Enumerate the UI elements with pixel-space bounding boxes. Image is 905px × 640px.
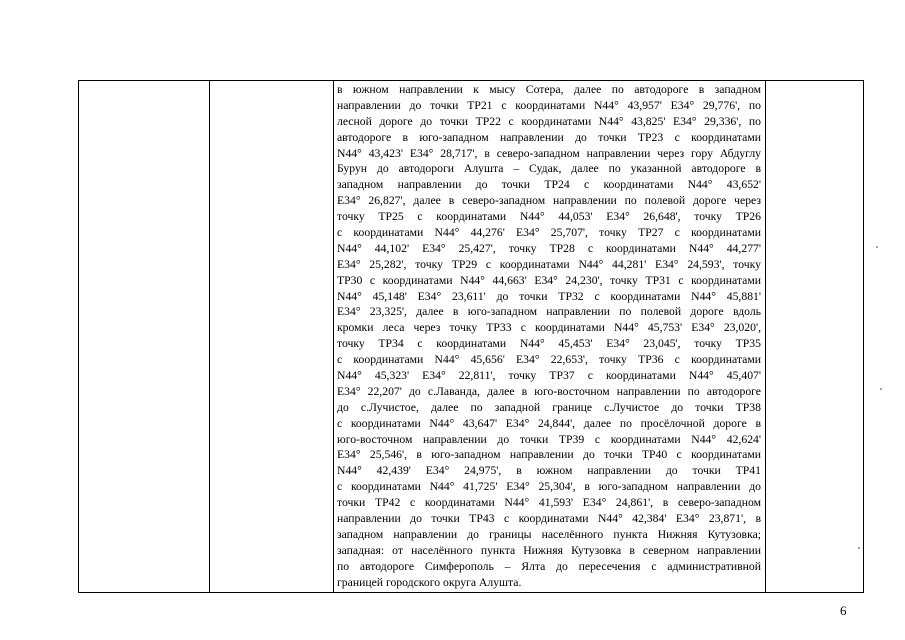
description-line: с координатами N44° 43,647' E34° 24,844', далее по просёлочной дороге в <box>337 416 761 430</box>
description-line: E34° 23,325', далее в юго-западном направлении по полевой дороге вдоль <box>337 305 761 319</box>
description-line: западная: от населённого пункта Нижняя Кутузовка в северном направлении <box>337 543 761 557</box>
description-line: ТР30 с координатами N44° 44,663' E34° 24,230', точку ТР31 с координатами <box>337 273 761 287</box>
description-line: в южном направлении к мысу Сотера, далее по автодороге в западном <box>337 83 761 96</box>
description-line: до с.Лучистое, далее по западной границе с.Лучистое до точки ТР38 <box>337 400 761 414</box>
description-line: E34° 22,207' до с.Лаванда, далее в юго-восточном направлении по автодороге <box>337 384 761 398</box>
description-line: лесной дороге до точки ТР22 с координатами N44° 43,825' E34° 29,336', по <box>337 114 761 128</box>
boundary-description-text <box>334 81 765 592</box>
table-cell-empty-2 <box>210 81 334 593</box>
description-line: с координатами N44° 45,656' E34° 22,653', точку ТР36 с координатами <box>337 353 761 367</box>
boundary-description-cell <box>334 81 766 593</box>
description-line: автодороге в юго-западном направлении до точки ТР23 с координатами <box>337 130 761 144</box>
table-cell-empty-1 <box>79 81 210 593</box>
description-line: N44° 45,323' E34° 22,811', точку ТР37 с координатами N44° 45,407' <box>337 369 761 383</box>
boundary-table <box>78 80 864 593</box>
table-cell-empty-4 <box>766 81 864 593</box>
page-number: 6 <box>840 603 847 618</box>
description-line: направлении до точки ТР43 с координатами N44° 42,384' E34° 23,871', в <box>337 512 761 526</box>
description-line: западном направлении до границы населённого пункта Нижняя Кутузовка; <box>337 527 761 541</box>
description-line: с координатами N44° 41,725' E34° 25,304', в юго-западном направлении до <box>337 480 761 494</box>
description-line: направлении до точки ТР21 с координатами N44° 43,957' E34° 29,776', по <box>337 98 761 112</box>
description-line: точки ТР42 с координатами N44° 41,593' E34° 24,861', в северо-западном <box>337 496 761 510</box>
description-line: по автодороге Симферополь – Ялта до пересечения с административной <box>337 559 761 573</box>
description-line: Бурун до автодороги Алушта – Судак, далее по указанной автодороге в <box>337 162 761 176</box>
description-line: E34° 25,546', в юго-западном направлении до точки ТР40 с координатами <box>337 448 761 462</box>
description-line: N44° 43,423' E34° 28,717', в северо-западном направлении через гору Абдуглу <box>337 146 761 160</box>
scan-speck <box>858 547 860 549</box>
table-row <box>79 81 864 593</box>
description-line: западном направлении до точки ТР24 с координатами N44° 43,652' <box>337 178 761 192</box>
scan-speck <box>876 246 878 248</box>
description-line: юго-восточном направлении до точки ТР39 с координатами N44° 42,624' <box>337 432 761 446</box>
description-line: N44° 45,148' E34° 23,611' до точки ТР32 с координатами N44° 45,881' <box>337 289 761 303</box>
description-line: с координатами N44° 44,276' E34° 25,707', точку ТР27 с координатами <box>337 226 761 240</box>
description-line: точку ТР34 с координатами N44° 45,453' E34° 23,045', точку ТР35 <box>337 337 761 351</box>
description-line: границей городского округа Алушта. <box>337 575 522 589</box>
scan-speck <box>880 388 882 390</box>
description-line: точку ТР25 с координатами N44° 44,053' E34° 26,648', точку ТР26 <box>337 210 761 224</box>
description-line: E34° 25,282', точку ТР29 с координатами N44° 44,281' E34° 24,593', точку <box>337 257 761 271</box>
description-line: N44° 44,102' E34° 25,427', точку ТР28 с координатами N44° 44,277' <box>337 241 761 255</box>
description-line: N44° 42,439' E34° 24,975', в южном направлении до точки ТР41 <box>337 464 761 478</box>
description-line: E34° 26,827', далее в северо-западном направлении по полевой дороге через <box>337 194 761 208</box>
description-line: кромки леса через точку ТР33 с координатами N44° 45,753' E34° 23,020', <box>337 321 761 335</box>
